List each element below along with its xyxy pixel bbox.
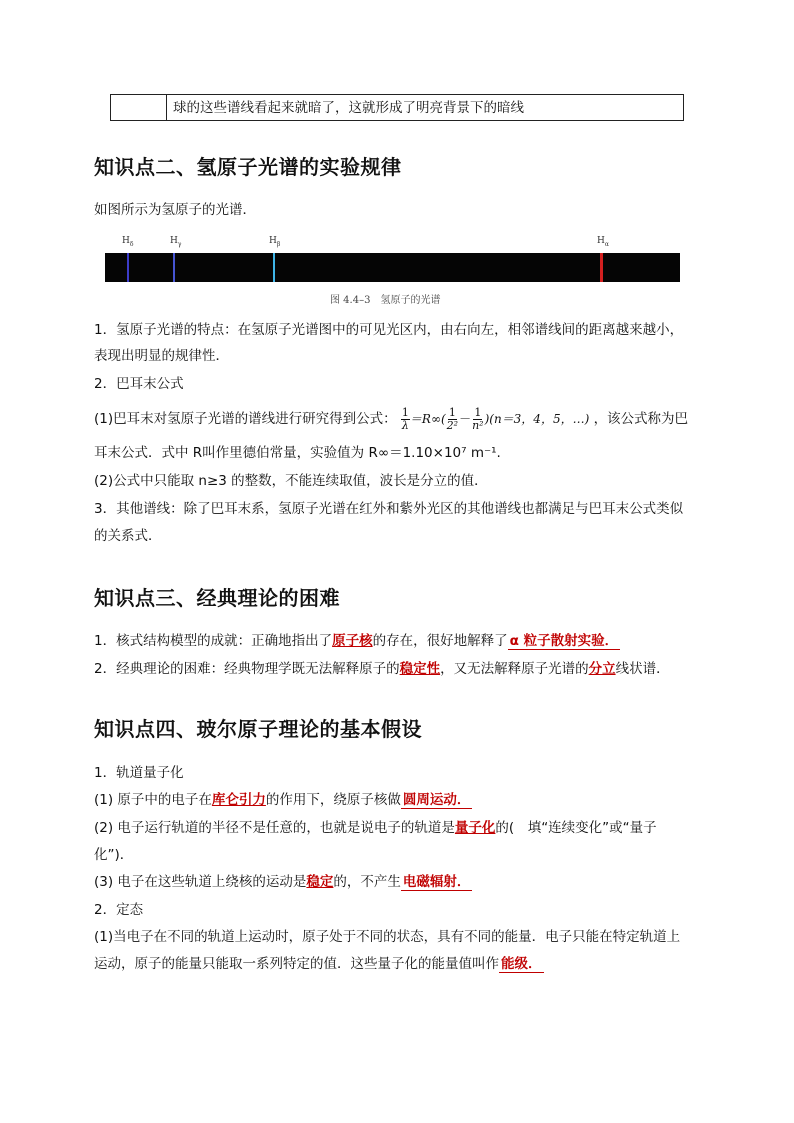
hydrogen-spectrum-bar bbox=[105, 253, 680, 282]
answer-discrete: 分立 bbox=[588, 661, 616, 677]
section4-line-3b: 化”)． bbox=[94, 847, 134, 863]
answer-em-radiation: 电磁辐射． bbox=[402, 874, 471, 890]
section4-line-4: (3) 电子在这些轨道上绕核的运动是稳定的，不产生 电磁辐射． bbox=[94, 874, 471, 890]
paragraph-1b: 表现出明显的规律性． bbox=[94, 348, 229, 364]
figure-caption: 图 4.4–3 氢原子的光谱 bbox=[330, 295, 441, 306]
paragraph-6a: 3．其他谱线：除了巴耳末系，氢原子光谱在红外和紫外光区的其他谱线也都满足与巴耳末公式类似 bbox=[94, 501, 684, 517]
balmer-formula-line bbox=[94, 402, 688, 436]
section-heading-4: 知识点四、玻尔原子理论的基本假设 bbox=[94, 717, 422, 741]
paragraph-4: 耳末公式．式中 R叫作里德伯常量，实验值为 R∞＝1.10×10⁷ m⁻¹. bbox=[94, 445, 501, 461]
section4-line-6a: (1)当电子在不同的轨道上运动时，原子处于不同的状态，具有不同的能量．电子只能在特定轨道上 bbox=[94, 929, 681, 945]
label-h-delta: $H_\delta$ bbox=[122, 236, 134, 248]
balmer-formula: $\frac{1}{\lambda}$ ＝R∞( $\frac{1}{\text{2²}}$ － $\frac{1}{\text{n²}}$ )(n＝3，4，5，…) bbox=[401, 406, 590, 432]
answer-coulomb: 库仑引力 bbox=[211, 792, 266, 808]
paragraph-2: 2．巴耳末公式 bbox=[94, 376, 184, 392]
section4-item-1: 1．轨道量子化 bbox=[94, 765, 184, 781]
label-h-gamma: $H_\gamma$ bbox=[170, 236, 182, 248]
answer-stable: 稳定 bbox=[306, 874, 334, 890]
section4-line-2: (1) 原子中的电子在库仑引力的作用下，绕原子核做 圆周运动． bbox=[94, 792, 471, 808]
paragraph-6b: 的关系式． bbox=[94, 528, 162, 544]
section-heading-3: 知识点三、经典理论的困难 bbox=[94, 586, 340, 610]
spectral-line-h-alpha bbox=[600, 253, 603, 282]
figure-intro: 如图所示为氢原子的光谱． bbox=[94, 202, 256, 218]
label-h-beta: $H_\beta$ bbox=[269, 236, 281, 248]
spectral-line-h-gamma bbox=[173, 253, 175, 282]
answer-energy-level: 能级． bbox=[501, 956, 542, 972]
section4-line-6b: 运动，原子的能量只能取一系列特定的值．这些量子化的能量值叫作 能级． bbox=[94, 956, 542, 972]
section4-item-2: 2．定态 bbox=[94, 902, 144, 918]
label-h-alpha: $H_\alpha$ bbox=[597, 236, 609, 248]
formula-outro: ，该公式称为巴 bbox=[593, 411, 689, 427]
answer-circular-motion: 圆周运动． bbox=[402, 792, 471, 808]
section3-line-1: 1．核式结构模型的成就：正确地指出了原子核的存在，很好地解释了 α 粒子散射实验． bbox=[94, 633, 619, 649]
spectral-line-h-beta bbox=[273, 253, 275, 282]
formula-intro: (1)巴耳末对氢原子光谱的谱线进行研究得到公式： bbox=[94, 411, 397, 427]
answer-nucleus: 原子核 bbox=[332, 633, 373, 649]
paragraph-5: (2)公式中只能取 n≥3 的整数，不能连续取值，波长是分立的值． bbox=[94, 473, 488, 489]
answer-alpha-scattering: α 粒子散射实验． bbox=[509, 633, 619, 649]
spectrum-labels bbox=[105, 236, 680, 250]
section4-line-3: (2) 电子运行轨道的半径不是任意的，也就是说电子的轨道是量子化的( 填“连续变化”或“量子 bbox=[94, 820, 657, 836]
paragraph-1a: 1．氢原子光谱的特点：在氢原子光谱图中的可见光区内，由右向左，相邻谱线间的距离越来越小， bbox=[94, 322, 684, 338]
continuation-table bbox=[110, 94, 684, 121]
section3-line-2: 2．经典理论的困难：经典物理学既无法解释原子的稳定性，又无法解释原子光谱的分立线状谱． bbox=[94, 661, 670, 677]
section-heading-2: 知识点二、氢原子光谱的实验规律 bbox=[94, 155, 402, 179]
answer-stability: 稳定性 bbox=[399, 661, 441, 677]
answer-quantized: 量子化 bbox=[454, 820, 496, 836]
spectral-line-h-delta bbox=[127, 253, 129, 282]
table-cell-text: 球的这些谱线看起来就暗了，这就形成了明亮背景下的暗线 bbox=[173, 100, 524, 116]
table-cell-empty bbox=[111, 95, 167, 120]
